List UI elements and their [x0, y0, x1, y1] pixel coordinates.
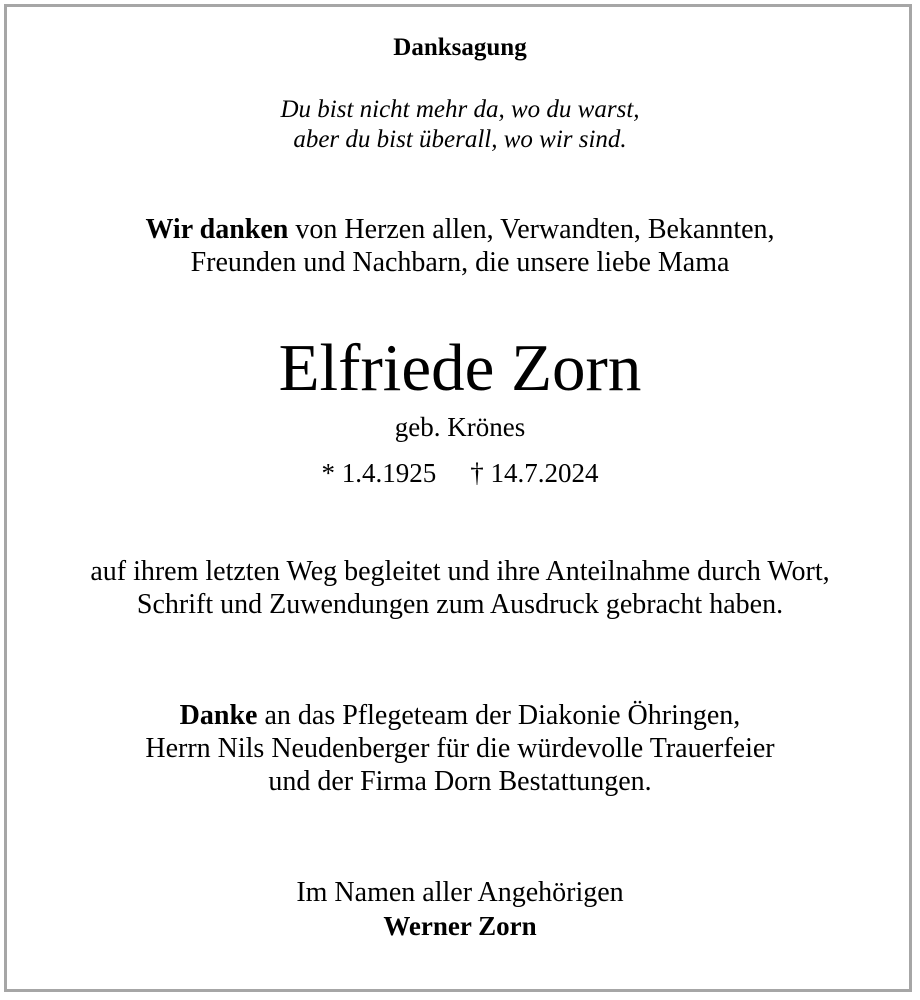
life-dates: [0, 456, 920, 490]
thanks-body: [0, 555, 920, 621]
poem-line-1: Du bist nicht mehr da, wo du warst,: [280, 96, 640, 123]
thanks-body-line-1: auf ihrem letzten Weg begleitet und ihre Anteilnahme durch Wort,: [90, 556, 830, 587]
notice-heading: Danksagung: [393, 34, 527, 61]
thanks-care-bold: Danke: [179, 700, 258, 731]
thanks-intro-line-1: [0, 213, 920, 246]
signature-line: Im Namen aller Angehörigen: [296, 877, 624, 908]
thanks-care-line-1-rest: an das Pflegeteam der Diakonie Öhringen,: [257, 700, 741, 731]
thanks-intro-line-2: Freunden und Nachbarn, die unsere liebe Mama: [190, 247, 730, 278]
thanks-care: [0, 699, 920, 798]
maiden-name: geb. Krönes: [394, 412, 526, 442]
thanks-intro-bold: Wir danken: [145, 214, 289, 245]
death-date: † 14.7.2024: [470, 458, 599, 488]
thanks-intro: [0, 213, 920, 279]
thanks-care-line-3: und der Firma Dorn Bestattungen.: [268, 766, 652, 797]
birth-date: * 1.4.1925: [321, 458, 437, 488]
poem-quote: [0, 95, 920, 155]
signature-name: Werner Zorn: [383, 911, 537, 941]
deceased-name: Elfriede Zorn: [278, 331, 642, 405]
thanks-care-line-2: Herrn Nils Neudenberger für die würdevolle Trauerfeier: [145, 733, 775, 764]
thanks-care-line-1: [0, 699, 920, 732]
thanks-body-line-2: Schrift und Zuwendungen zum Ausdruck gebracht haben.: [136, 589, 784, 620]
poem-line-2: aber du bist überall, wo wir sind.: [293, 126, 627, 153]
thanks-intro-line-1-rest: von Herzen allen, Verwandten, Bekannten,: [288, 214, 775, 245]
